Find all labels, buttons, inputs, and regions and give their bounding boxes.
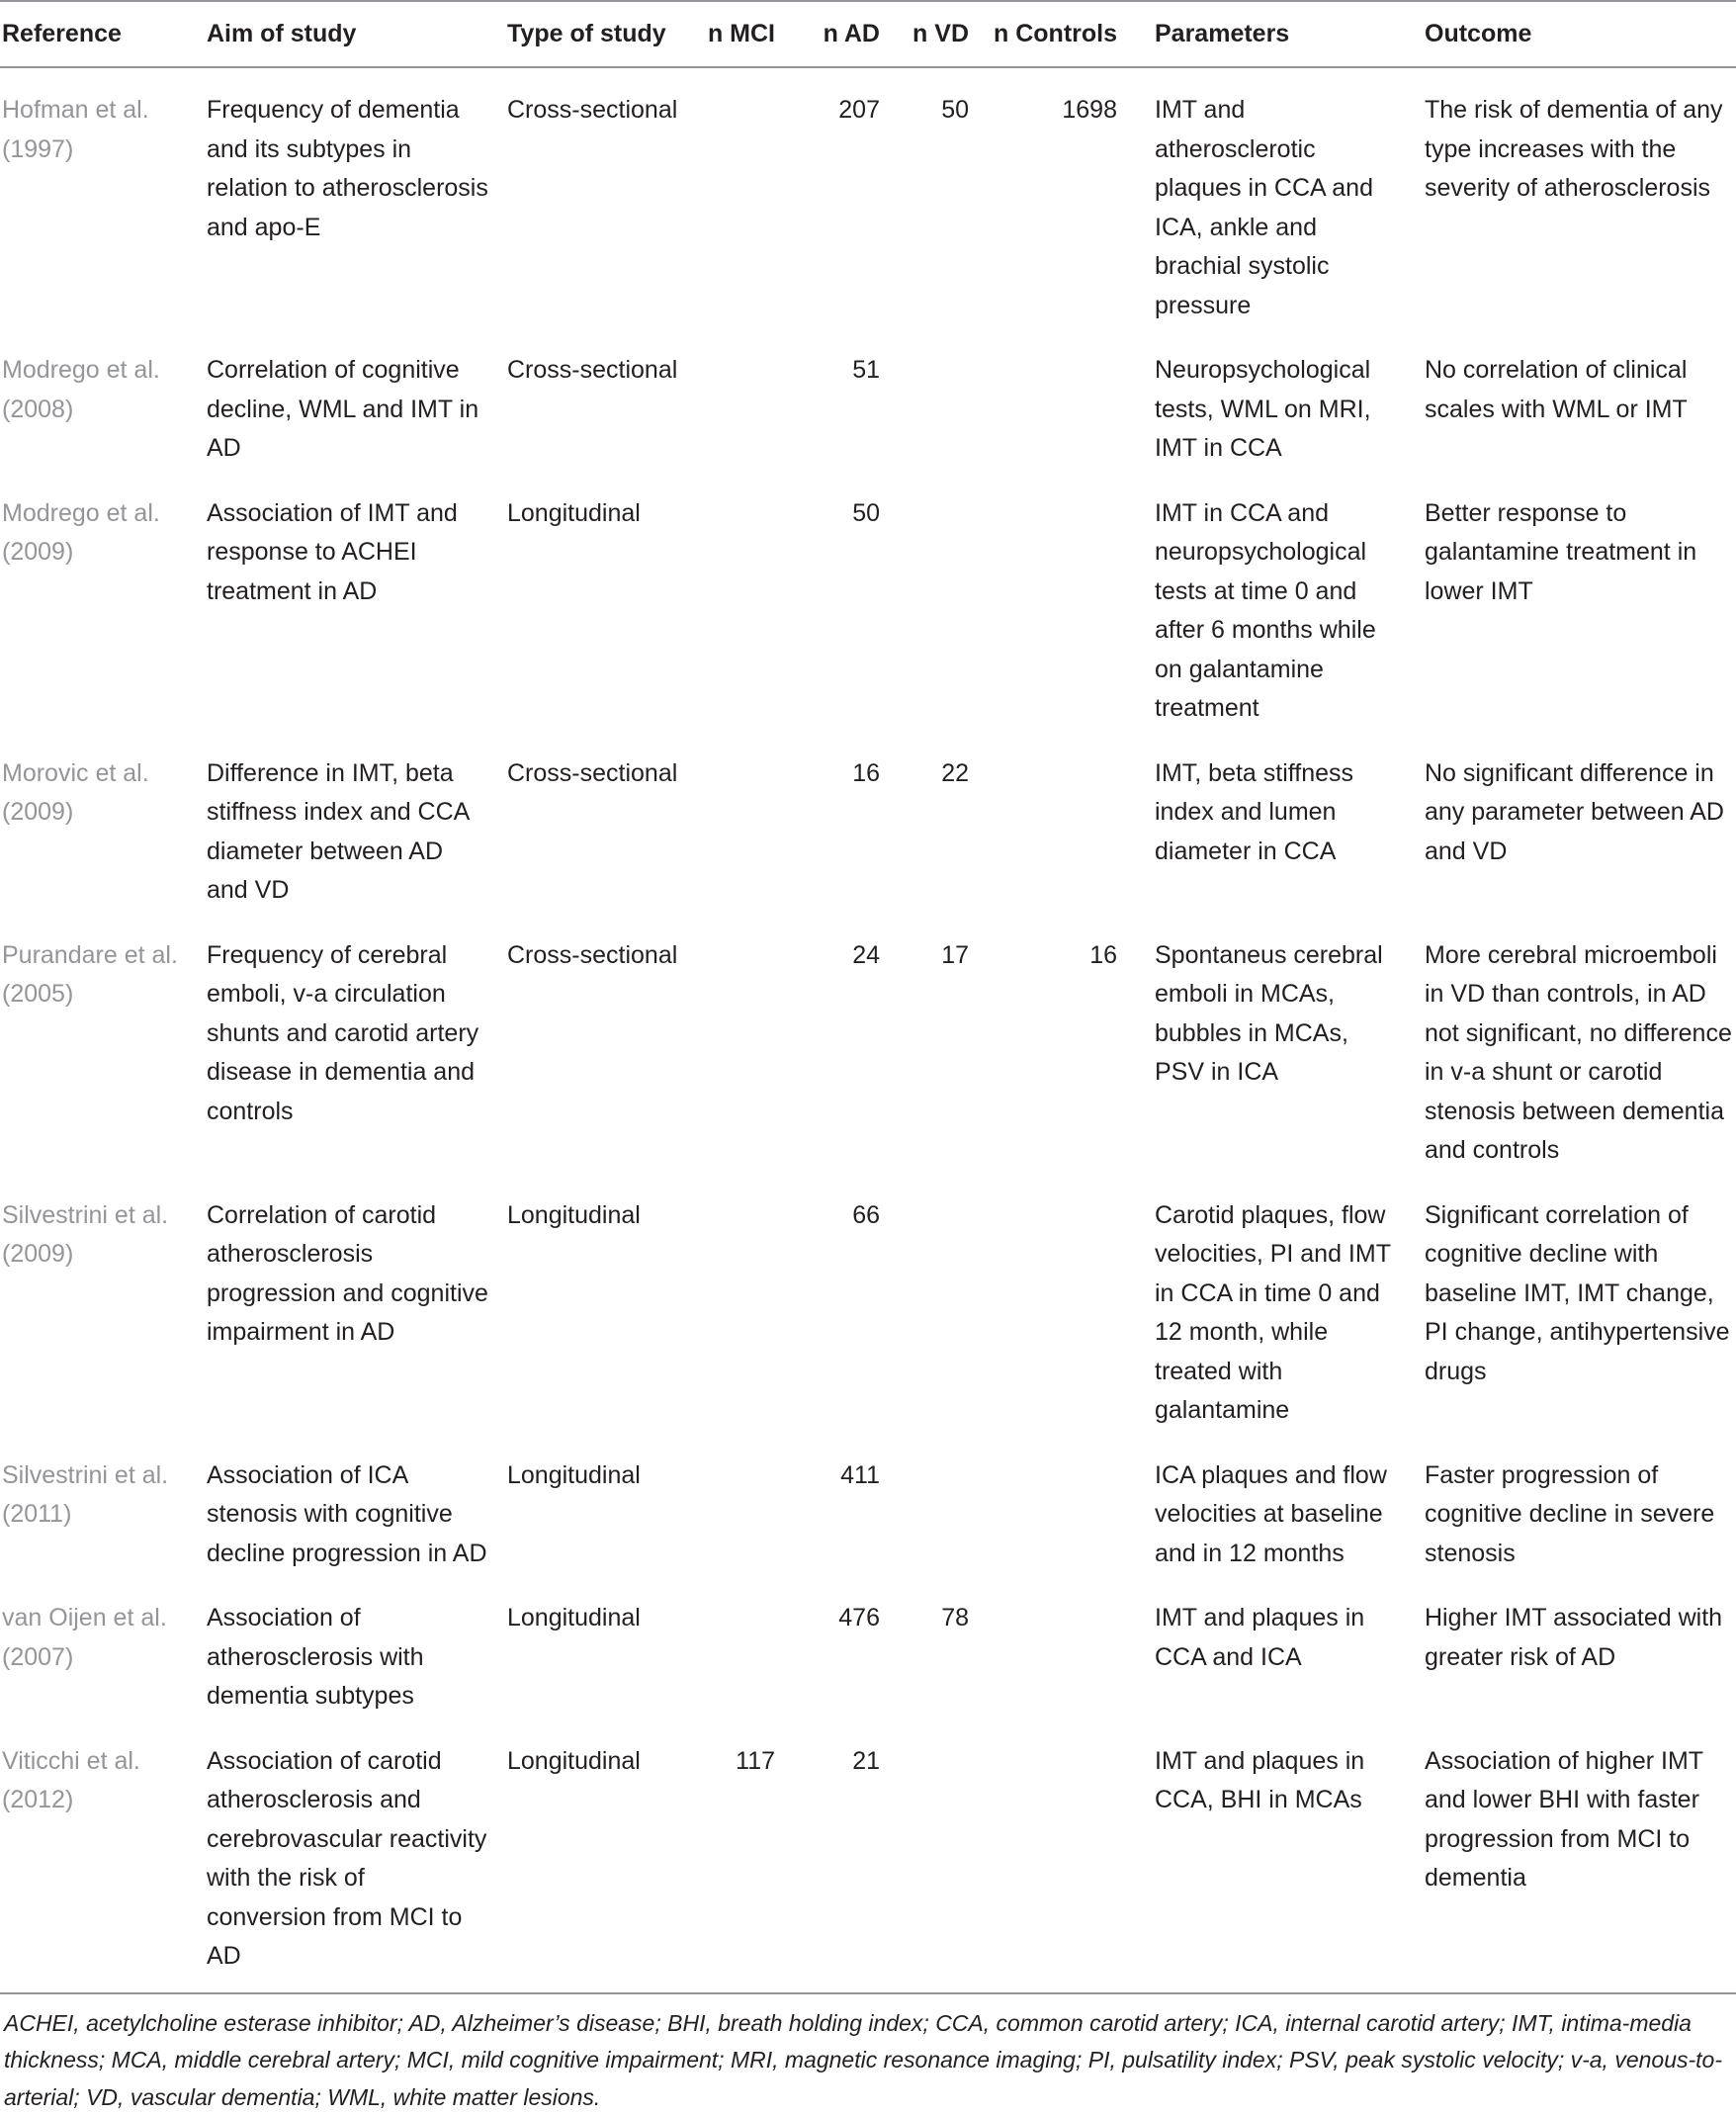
table-row <box>0 1175 1736 1435</box>
cell-n-vd: 78 <box>888 1577 977 1720</box>
header-type: Type of study <box>494 1 678 67</box>
table-row <box>0 67 1736 329</box>
table-row <box>0 1720 1736 1992</box>
cell-aim: Association of atherosclerosis with dementia subtypes <box>204 1577 494 1720</box>
cell-aim: Correlation of cognitive decline, WML and IMT in AD <box>204 329 494 473</box>
cell-reference: Purandare et al. (2005) <box>0 915 204 1175</box>
table-footnote: ACHEI, acetylcholine esterase inhibitor; AD, Alzheimer’s disease; BHI, breath holding index; CCA, common carotid artery; ICA, internal carotid artery; IMT, intima-media thickness; MCA, middle cerebral artery; MCI, mild cognitive impairment; MRI, magnetic resonance imaging; PI, pulsatility index; PSV, peak systolic velocity; v-a, venous-to-arterial; VD, vascular dementia; WML, white matter lesions. <box>0 1992 1736 2116</box>
table-row <box>0 915 1736 1175</box>
cell-n-controls <box>977 329 1125 473</box>
header-n-mci: n MCI <box>678 1 783 67</box>
cell-n-controls <box>977 473 1125 733</box>
cell-reference: van Oijen et al. (2007) <box>0 1577 204 1720</box>
cell-aim: Association of IMT and response to ACHEI treatment in AD <box>204 473 494 733</box>
cell-n-controls <box>977 1175 1125 1435</box>
table-body <box>0 67 1736 1992</box>
cell-n-controls <box>977 1720 1125 1992</box>
cell-n-ad: 50 <box>783 473 888 733</box>
cell-parameters: IMT and plaques in CCA and ICA <box>1125 1577 1396 1720</box>
cell-parameters: IMT in CCA and neuropsychological tests at time 0 and after 6 months while on galantamine treatment <box>1125 473 1396 733</box>
header-outcome: Outcome <box>1396 1 1736 67</box>
table-row <box>0 1435 1736 1578</box>
cell-n-mci <box>678 1435 783 1578</box>
cell-outcome: Better response to galantamine treatment in lower IMT <box>1396 473 1736 733</box>
cell-n-mci <box>678 915 783 1175</box>
table-row <box>0 329 1736 473</box>
cell-n-mci <box>678 473 783 733</box>
cell-reference: Modrego et al. (2008) <box>0 329 204 473</box>
cell-parameters: IMT and plaques in CCA, BHI in MCAs <box>1125 1720 1396 1992</box>
cell-n-ad: 21 <box>783 1720 888 1992</box>
cell-outcome: Significant correlation of cognitive decline with baseline IMT, IMT change, PI change, antihypertensive drugs <box>1396 1175 1736 1435</box>
header-n-ad: n AD <box>783 1 888 67</box>
cell-reference: Silvestrini et al. (2011) <box>0 1435 204 1578</box>
cell-parameters: IMT, beta stiffness index and lumen diameter in CCA <box>1125 733 1396 915</box>
cell-aim: Association of carotid atherosclerosis and cerebrovascular reactivity with the risk of conversion from MCI to AD <box>204 1720 494 1992</box>
cell-reference: Silvestrini et al. (2009) <box>0 1175 204 1435</box>
cell-aim: Frequency of dementia and its subtypes in relation to atherosclerosis and apo-E <box>204 67 494 329</box>
cell-n-vd <box>888 473 977 733</box>
cell-n-ad: 207 <box>783 67 888 329</box>
cell-n-ad: 16 <box>783 733 888 915</box>
cell-n-controls <box>977 1435 1125 1578</box>
cell-n-vd: 50 <box>888 67 977 329</box>
cell-n-ad: 66 <box>783 1175 888 1435</box>
cell-n-ad: 51 <box>783 329 888 473</box>
cell-n-mci <box>678 1175 783 1435</box>
cell-outcome: No correlation of clinical scales with WML or IMT <box>1396 329 1736 473</box>
cell-outcome: The risk of dementia of any type increases with the severity of atherosclerosis <box>1396 67 1736 329</box>
header-n-controls: n Controls <box>977 1 1125 67</box>
cell-reference: Viticchi et al. (2012) <box>0 1720 204 1992</box>
cell-n-mci <box>678 733 783 915</box>
cell-aim: Association of ICA stenosis with cognitive decline progression in AD <box>204 1435 494 1578</box>
cell-reference: Hofman et al. (1997) <box>0 67 204 329</box>
cell-n-vd <box>888 1720 977 1992</box>
cell-type: Longitudinal <box>494 1435 678 1578</box>
cell-type: Cross-sectional <box>494 733 678 915</box>
cell-n-vd <box>888 329 977 473</box>
cell-type: Cross-sectional <box>494 915 678 1175</box>
header-row <box>0 1 1736 67</box>
header-aim: Aim of study <box>204 1 494 67</box>
cell-n-ad: 24 <box>783 915 888 1175</box>
cell-n-controls <box>977 1577 1125 1720</box>
cell-parameters: Neuropsychological tests, WML on MRI, IMT in CCA <box>1125 329 1396 473</box>
cell-aim: Correlation of carotid atherosclerosis progression and cognitive impairment in AD <box>204 1175 494 1435</box>
cell-type: Longitudinal <box>494 473 678 733</box>
cell-outcome: Higher IMT associated with greater risk of AD <box>1396 1577 1736 1720</box>
cell-type: Cross-sectional <box>494 329 678 473</box>
cell-aim: Frequency of cerebral emboli, v-a circulation shunts and carotid artery disease in dementia and controls <box>204 915 494 1175</box>
cell-parameters: IMT and atherosclerotic plaques in CCA and ICA, ankle and brachial systolic pressure <box>1125 67 1396 329</box>
cell-n-ad: 411 <box>783 1435 888 1578</box>
cell-n-ad: 476 <box>783 1577 888 1720</box>
cell-outcome: Association of higher IMT and lower BHI with faster progression from MCI to dementia <box>1396 1720 1736 1992</box>
cell-type: Longitudinal <box>494 1577 678 1720</box>
table-row <box>0 733 1736 915</box>
cell-reference: Modrego et al. (2009) <box>0 473 204 733</box>
table-header <box>0 1 1736 67</box>
cell-n-vd: 22 <box>888 733 977 915</box>
cell-aim: Difference in IMT, beta stiffness index and CCA diameter between AD and VD <box>204 733 494 915</box>
cell-n-controls: 16 <box>977 915 1125 1175</box>
cell-outcome: Faster progression of cognitive decline in severe stenosis <box>1396 1435 1736 1578</box>
table-row <box>0 1577 1736 1720</box>
header-reference: Reference <box>0 1 204 67</box>
cell-outcome: No significant difference in any parameter between AD and VD <box>1396 733 1736 915</box>
cell-reference: Morovic et al. (2009) <box>0 733 204 915</box>
cell-n-vd <box>888 1435 977 1578</box>
cell-parameters: Carotid plaques, flow velocities, PI and IMT in CCA in time 0 and 12 month, while treated with galantamine <box>1125 1175 1396 1435</box>
cell-n-vd <box>888 1175 977 1435</box>
cell-n-vd: 17 <box>888 915 977 1175</box>
table-row <box>0 473 1736 733</box>
header-parameters: Parameters <box>1125 1 1396 67</box>
cell-parameters: ICA plaques and flow velocities at baseline and in 12 months <box>1125 1435 1396 1578</box>
cell-parameters: Spontaneus cerebral emboli in MCAs, bubbles in MCAs, PSV in ICA <box>1125 915 1396 1175</box>
cell-n-mci <box>678 329 783 473</box>
cell-type: Cross-sectional <box>494 67 678 329</box>
cell-n-mci <box>678 1577 783 1720</box>
header-n-vd: n VD <box>888 1 977 67</box>
cell-outcome: More cerebral microemboli in VD than controls, in AD not significant, no difference in v-a shunt or carotid stenosis between dementia and controls <box>1396 915 1736 1175</box>
cell-type: Longitudinal <box>494 1175 678 1435</box>
cell-n-mci: 117 <box>678 1720 783 1992</box>
cell-n-controls <box>977 733 1125 915</box>
cell-type: Longitudinal <box>494 1720 678 1992</box>
cell-n-mci <box>678 67 783 329</box>
cell-n-controls: 1698 <box>977 67 1125 329</box>
